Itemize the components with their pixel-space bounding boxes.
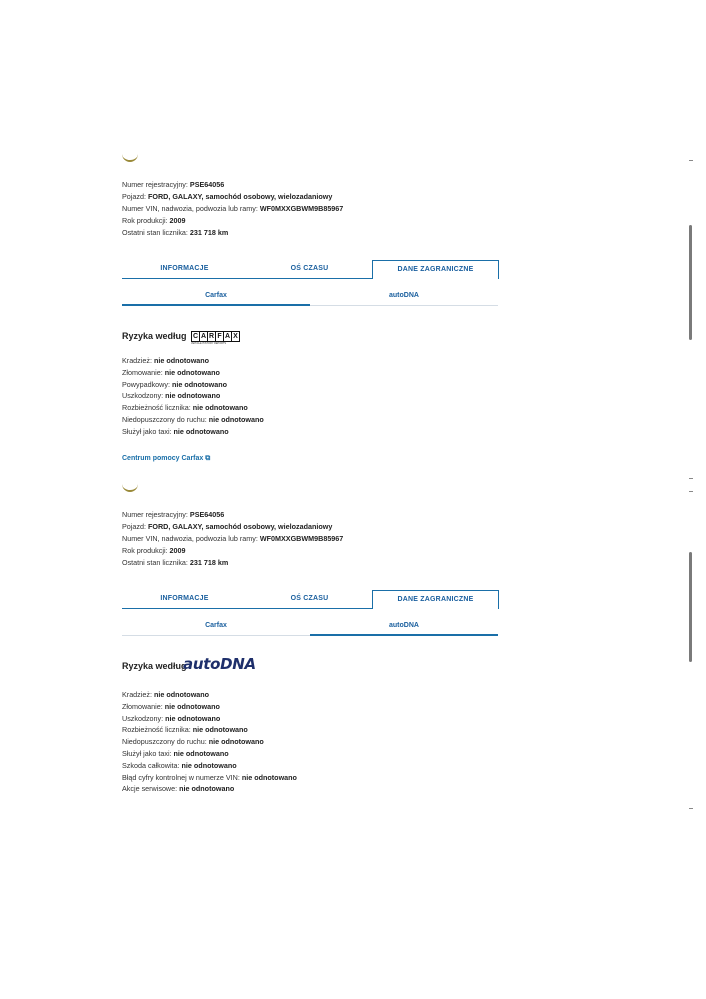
scrollbar-thumb-1[interactable]: [689, 225, 692, 340]
risk-row: Powypadkowy: nie odnotowano: [122, 379, 228, 389]
info-row: Pojazd: FORD, GALAXY, samochód osobowy, wielozadaniowy: [122, 522, 333, 531]
active-subtab-underline: [310, 634, 498, 636]
risk-row: Kradzież: nie odnotowano: [122, 356, 210, 365]
tab-dane-zagraniczne[interactable]: DANE ZAGRANICZNE: [372, 590, 499, 609]
subtab-carfax[interactable]: Carfax: [205, 622, 227, 629]
info-row: Numer rejestracyjny: PSE64056: [122, 180, 225, 189]
active-subtab-underline: [122, 304, 310, 306]
info-row: Ostatni stan licznika: 231 718 km: [122, 558, 229, 567]
autodna-logo: autoDNA: [183, 655, 256, 673]
scroll-down-arrow[interactable]: [689, 808, 693, 809]
scroll-down-arrow[interactable]: [689, 478, 693, 479]
risk-row: Rozbieżność licznika: nie odnotowano: [122, 725, 248, 735]
risk-row: Uszkodzony: nie odnotowano: [122, 391, 221, 401]
main-tabs-1: [122, 260, 498, 279]
risk-row: Niedopuszczony do ruchu: nie odnotowano: [122, 737, 264, 747]
vehicle-info-1: [122, 179, 343, 239]
risk-row: Niedopuszczony do ruchu: nie odnotowano: [122, 414, 264, 424]
subtab-divider: [310, 305, 498, 306]
risk-title: Ryzyka według: [122, 661, 187, 671]
risk-row: Szkoda całkowita: nie odnotowano: [122, 760, 237, 770]
tabs-baseline: [122, 608, 372, 609]
tab-informacje[interactable]: INFORMACJE: [160, 265, 209, 272]
carfax-logo: C A R F A X VEHICLE HISTORY REPORTS: [191, 331, 239, 342]
risk-list-carfax: [122, 355, 264, 438]
scroll-up-arrow[interactable]: [689, 160, 693, 161]
subtab-carfax[interactable]: Carfax: [205, 292, 227, 299]
vehicle-info-2: [122, 509, 343, 569]
tab-os-czasu[interactable]: OŚ CZASU: [290, 595, 329, 602]
brand-logo-fragment: [122, 152, 138, 162]
subtab-autodna[interactable]: autoDNA: [389, 292, 419, 299]
risk-row: Złomowanie: nie odnotowano: [122, 367, 220, 377]
main-tabs-2: [122, 590, 498, 609]
info-row: Numer VIN, nadwozia, podwozia lub ramy: WF0MXXGBWM9B85967: [122, 534, 344, 543]
info-row: Rok produkcji: 2009: [122, 546, 186, 555]
subtab-divider: [122, 635, 310, 636]
risk-row: Błąd cyfry kontrolnej w numerze VIN: nie odnotowano: [122, 772, 297, 782]
carfax-help-link[interactable]: Centrum pomocy Carfax ⧉: [122, 455, 211, 462]
info-row: Numer rejestracyjny: PSE64056: [122, 510, 225, 519]
tabs-baseline: [122, 278, 372, 279]
scroll-up-arrow[interactable]: [689, 491, 693, 492]
info-row: Rok produkcji: 2009: [122, 216, 186, 225]
risk-list-autodna: [122, 689, 297, 795]
risk-row: Uszkodzony: nie odnotowano: [122, 713, 221, 723]
risk-row: Rozbieżność licznika: nie odnotowano: [122, 403, 248, 413]
risk-row: Akcje serwisowe: nie odnotowano: [122, 784, 235, 794]
risk-title: Ryzyka według: [122, 331, 187, 341]
brand-logo-fragment: [122, 482, 138, 492]
risk-row: Złomowanie: nie odnotowano: [122, 701, 220, 711]
info-row: Ostatni stan licznika: 231 718 km: [122, 228, 229, 237]
subtab-autodna[interactable]: autoDNA: [389, 622, 419, 629]
scrollbar-thumb-2[interactable]: [689, 552, 692, 662]
info-row: Pojazd: FORD, GALAXY, samochód osobowy, wielozadaniowy: [122, 192, 333, 201]
tab-os-czasu[interactable]: OŚ CZASU: [290, 265, 329, 272]
source-subtabs-1: [122, 290, 498, 306]
risk-row: Służył jako taxi: nie odnotowano: [122, 748, 229, 758]
source-subtabs-2: [122, 620, 498, 636]
tab-informacje[interactable]: INFORMACJE: [160, 595, 209, 602]
risk-row: Kradzież: nie odnotowano: [122, 690, 210, 699]
info-row: Numer VIN, nadwozia, podwozia lub ramy: WF0MXXGBWM9B85967: [122, 204, 344, 213]
risk-row: Służył jako taxi: nie odnotowano: [122, 426, 229, 436]
tab-dane-zagraniczne[interactable]: DANE ZAGRANICZNE: [372, 260, 499, 279]
